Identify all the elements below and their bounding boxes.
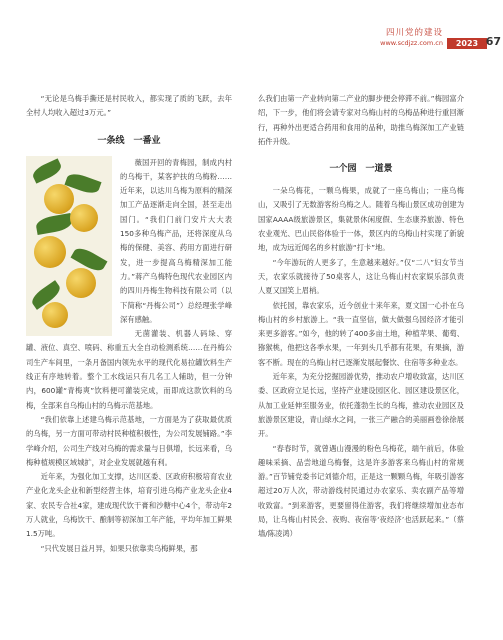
section-title: 一个园 一道景 — [329, 164, 393, 175]
paragraph: 近年来，为强化加工支撑，达川区委、区政府积极培育农业产业化龙头企业和新型经营主体，培育引进乌梅产业龙头企业4家、农民专合社4家，建成现代饮干膏和沙糖中心4个，带动年2万人就业，乌梅饮干、酿制等初深加工年产能，平均年加工鲜果1.5万吨。 — [26, 472, 232, 539]
page-number: 67 — [485, 35, 501, 48]
paragraph: 依托园，靠农家乐，近今创业十来年来，夏文国一心扑在乌梅山村的乡村旅游上。“我一直坚信，做大做强乌园经济才能引来更多游客。”如今，他的转了400多亩土地，种植苹果、葡萄、猕猴桃，他把这各季水果，一年到头几乎都有花果，有果摘，游客不断。现在的乌梅山村已逐渐发展起餐饮、住宿等多种业态。 — [258, 300, 464, 367]
issue-badge: 2023 — [447, 38, 487, 49]
section-title: 一条线 一番业 — [97, 135, 161, 146]
paragraph: “我们依靠上述建乌梅示范基地，一方面是为了获取最优质的乌梅，另一方面可带动村民种植积极性，为公司发展铺路。”李学峰介绍，公司生产线对乌梅的需求量与日俱增，长远来看，乌梅种植规模区域城扩，对企业发展就越有利。 — [26, 414, 232, 467]
paragraph: 薇国开回的青梅园，制成内村的乌梅干，某客护扶的乌梅粉……近年来，以达川乌梅为原料的精深加工产品逐渐走向全国，甚至走出国门。“我们门前门安片大大表150多种乌梅产品，还将深度从乌梅的保健、美容、药用方面进行研发，进一步提高乌梅精深加工能力。”蒋产乌梅特色现代农业园区内的四川丹梅生物科技有限公司（以下简称“丹梅公司”）总经理张学峰深有感触。 — [120, 157, 232, 324]
paragraph: 无菌灌装、机器人码垛、穿罐、液位、真空、喷码、称重五大全自动检测系统……在丹梅公司生产车间里，一条月备国内领先水平的现代化易拉罐饮料生产线正有序地转着。整个工水线运只有几名工人辅助，但一分钟内，600罐“青梅爽”饮料便可灌装完成，而即成这款饮料的乌梅，全部来自乌梅山村的乌梅示范基地。 — [26, 329, 232, 410]
magazine-name: 四川党的建设 — [385, 28, 443, 38]
page-header — [267, 26, 501, 54]
paragraph: “无论是乌梅手撕还是村民收入，都实现了质的飞跃，去年全村人均收入超过3万元。” — [26, 94, 232, 118]
right-column — [258, 92, 464, 542]
paragraph: “只代发展日益月异，如果只依靠卖乌梅鲜果，那 — [40, 543, 198, 553]
paragraph: 么我们由第一产业转向第二产业的脚步便会停滞不前。”梅园富介绍，下一步，他们将会请专家对乌梅山村的乌梅品种进行重回渐行，再种外出更适合药用和食用的品种，助推乌梅深加工产业链拓件升级。 — [258, 94, 464, 146]
paragraph: 近年来，为充分挖掘园游优势，推动农户增收致富，达川区委、区政府立足长远，坚持产业建设园区化、园区建设景区化，从加工业延伸至服务业，依托蓬勃生长的乌梅，推动农业园区及旅游景区建设，青山绿水之间，一张三产融合的美丽画卷徐徐展开。 — [258, 372, 464, 439]
paragraph: “春春时节，就曾遇山漫漫的粉色乌梅花，端午前后，体验趣味采摘、品尝地道乌梅餐，这是许多游客来乌梅山村的常规游。”百节铺党委书记刘德介绍，正是这一颗颗乌梅，年吸引游客超过20万人次，带动游线村民通过办农家乐、卖农副产品等增收致富。“到来游客，更要留得住游客，我们将继续增加业态布局，让乌梅山村民会、夜购、夜宿等‘夜经济’也活跃起来。”（蔡墙/陈凌鸿） — [258, 443, 464, 539]
paragraph: 一朵乌梅花，一颗乌梅果，成就了一座乌梅山；一座乌梅山，又吸引了无数游客纷乌梅之人。随着乌梅山景区成功创建为国家AAAA级旅游景区，集就景休闲度假、生态康养旅游、特色农业观光、巴山民俗体验于一体，景区内的乌梅山村实现了新貌地，成为远近闻名的乡村旅游“打卡”地。 — [258, 186, 464, 253]
left-column — [26, 92, 232, 556]
plum-photo — [26, 156, 112, 336]
magazine-url[interactable]: www.scdjzz.com.cn — [380, 39, 443, 47]
paragraph: “今年游玩的人更多了，生意越来越好。”仅“二八”妇女节当天，农家乐就接待了50桌客人，这让乌梅山村农家娱乐部负责人夏又国笑上眉梢。 — [258, 257, 464, 296]
plum-fruit-photo-icon — [26, 156, 112, 336]
